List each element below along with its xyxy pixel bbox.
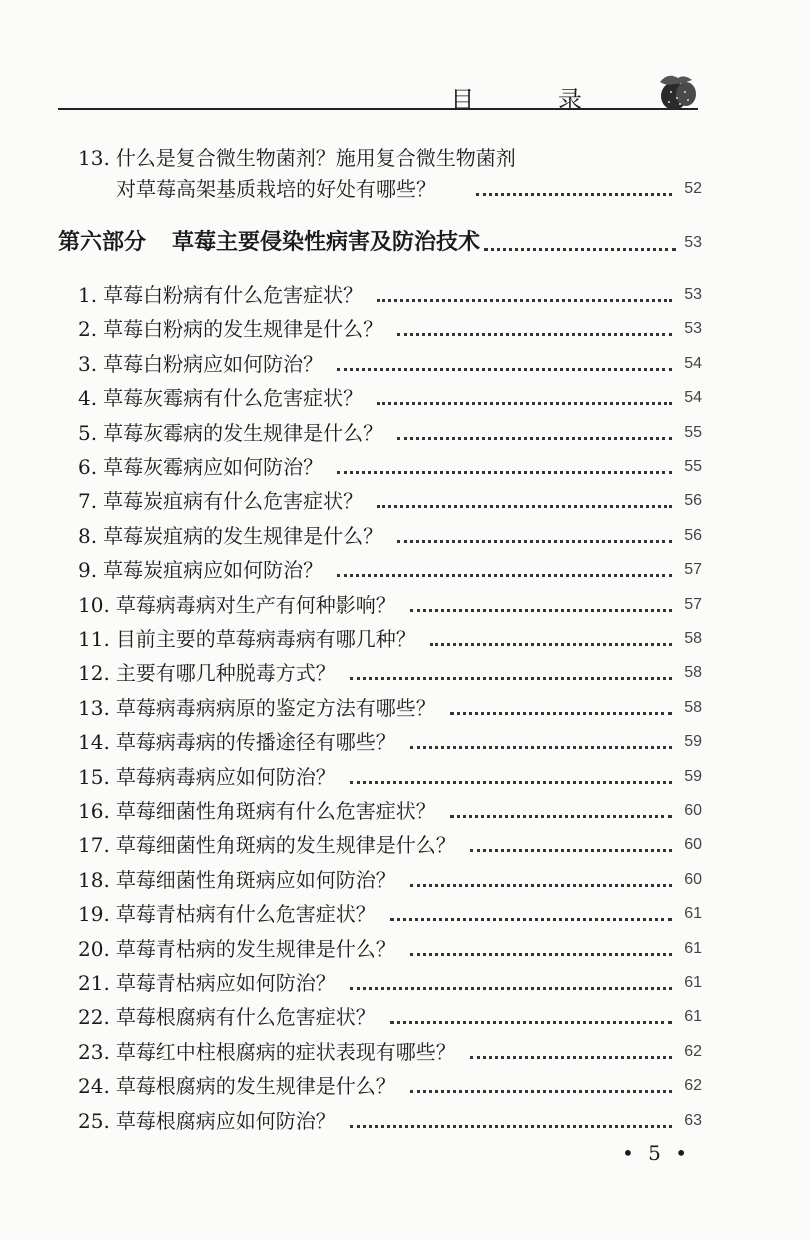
page-number: 61: [684, 939, 702, 957]
page-number: 55: [684, 458, 702, 475]
section-label: 第六部分: [58, 230, 147, 255]
entry-title: 草莓根腐病应如何防治？: [115, 1108, 336, 1133]
entry-number: 17.: [78, 833, 110, 858]
page-number: 52: [684, 180, 702, 197]
entry-title: 草莓白粉病有什么危害症状？: [103, 283, 364, 307]
page-number: 56: [684, 526, 702, 544]
dot-leader: [337, 574, 672, 577]
entry-title: 草莓炭疽病的发生规律是什么？: [103, 523, 384, 548]
entry-number: 13.: [78, 695, 110, 720]
entry-title: 草莓灰霉病有什么危害症状？: [103, 386, 364, 411]
entry-title: 草莓青枯病的发生规律是什么？: [115, 936, 396, 961]
toc-entry[interactable]: [78, 418, 702, 448]
toc-entry[interactable]: [78, 796, 702, 826]
toc-entry[interactable]: [78, 1071, 702, 1101]
entry-title: 草莓灰霉病的发生规律是什么？: [103, 420, 384, 445]
dot-leader: [410, 953, 672, 956]
entry-title: 草莓白粉病的发生规律是什么？: [103, 317, 384, 342]
page-number: 59: [684, 733, 702, 751]
dot-leader: [390, 1021, 672, 1024]
entry-title: 草莓病毒病对生产有何种影响？: [115, 592, 396, 617]
entry-title: 草莓炭疽病有什么危害症状？: [103, 489, 364, 514]
toc-entry[interactable]: [78, 658, 702, 688]
page-number: 62: [684, 1077, 702, 1095]
dot-leader: [377, 505, 672, 508]
entry-title: 目前主要的草莓病毒病有哪几种？: [115, 627, 416, 651]
toc-entry[interactable]: [78, 280, 702, 310]
entry-number: 1.: [78, 283, 98, 307]
toc-entry[interactable]: [78, 727, 702, 757]
entry-title: 什么是复合微生物菌剂？施用复合微生物菌剂: [115, 146, 516, 170]
dot-leader: [470, 849, 672, 852]
entry-number: 24.: [78, 1074, 110, 1099]
page-number: 61: [684, 1008, 702, 1026]
entry-number: 21.: [78, 971, 110, 995]
dot-leader: [430, 643, 672, 646]
entry-number: 10.: [78, 592, 110, 617]
page-number: 57: [684, 595, 702, 613]
dot-leader: [410, 1090, 672, 1093]
entry-title: 草莓青枯病有什么危害症状？: [115, 902, 376, 927]
toc-entry[interactable]: [78, 865, 702, 895]
entry-title: 草莓炭疽病应如何防治？: [103, 558, 324, 583]
page-number: 57: [684, 561, 702, 579]
toc-entry[interactable]: [78, 590, 702, 620]
toc-entry[interactable]: [78, 452, 702, 482]
toc-entry[interactable]: [78, 486, 702, 516]
entry-number: 11.: [78, 627, 110, 651]
entry-number: 15.: [78, 764, 110, 789]
entry-number: 8.: [78, 523, 98, 548]
entry-number: 25.: [78, 1108, 110, 1133]
page-number: 61: [684, 974, 702, 991]
toc-entry[interactable]: [78, 349, 702, 379]
entry-title: 草莓灰霉病应如何防治？: [103, 455, 324, 479]
entry-number: 13.: [78, 146, 110, 170]
toc-entry[interactable]: [78, 1002, 702, 1032]
entry-number: 16.: [78, 799, 110, 823]
page-number: 58: [684, 664, 702, 682]
toc-entry[interactable]: [78, 521, 702, 551]
dot-leader: [410, 609, 672, 612]
page-number: 55: [684, 423, 702, 441]
dot-leader: [390, 918, 672, 921]
entry-number: 19.: [78, 902, 110, 927]
entry-number: 6.: [78, 455, 98, 479]
page-number: 61: [684, 905, 702, 923]
entry-number: 14.: [78, 730, 110, 755]
entry-title: 草莓病毒病的传播途径有哪些？: [115, 730, 396, 755]
entry-number: 5.: [78, 420, 98, 445]
page-number: 54: [684, 354, 702, 372]
page-number: 56: [684, 492, 702, 510]
entry-number: 23.: [78, 1039, 110, 1064]
dot-leader: [397, 333, 672, 336]
dot-leader: [337, 368, 672, 371]
dot-leader: [377, 402, 672, 405]
dot-leader: [397, 540, 672, 543]
entry-number: 20.: [78, 936, 110, 961]
toc-entry[interactable]: [78, 1106, 702, 1136]
toc-entry[interactable]: [78, 762, 702, 792]
dot-leader: [470, 1056, 672, 1059]
page-folio: • 5 •: [622, 1141, 692, 1165]
page-number: 60: [684, 836, 702, 854]
section-title: 草莓主要侵染性病害及防治技术: [172, 230, 481, 255]
dot-leader: [450, 815, 672, 818]
toc-entry[interactable]: [78, 968, 702, 998]
entry-number: 12.: [78, 661, 110, 686]
entry-title: 草莓细菌性角斑病有什么危害症状？: [115, 799, 436, 823]
dot-leader: [410, 884, 672, 887]
entry-title: 草莓根腐病的发生规律是什么？: [115, 1074, 396, 1099]
dot-leader: [350, 677, 672, 680]
page-number: 60: [684, 802, 702, 819]
page-number: 60: [684, 870, 702, 888]
page-number: 63: [684, 1111, 702, 1129]
dot-leader: [337, 471, 672, 474]
entry-title: 草莓根腐病有什么危害症状？: [115, 1005, 376, 1030]
page-number: 53: [684, 286, 702, 303]
entry-number: 7.: [78, 489, 98, 514]
entry-title: 主要有哪几种脱毒方式？: [115, 661, 336, 686]
toc-entry[interactable]: [78, 383, 702, 413]
entry-number: 18.: [78, 867, 110, 892]
entry-title: 草莓白粉病应如何防治？: [103, 351, 324, 376]
entry-number: 9.: [78, 558, 98, 583]
entry-title: 对草莓高架基质栽培的好处有哪些？: [116, 177, 436, 201]
page-number: 59: [684, 767, 702, 785]
entry-title: 草莓病毒病应如何防治？: [115, 764, 336, 789]
toc-entry[interactable]: [78, 624, 702, 654]
entry-title: 草莓细菌性角斑病的发生规律是什么？: [115, 833, 456, 858]
toc-entry[interactable]: [78, 693, 702, 723]
entry-title: 草莓青枯病应如何防治？: [115, 971, 336, 995]
toc-entry[interactable]: [78, 899, 702, 929]
page-number: 58: [684, 630, 702, 647]
page-number: 53: [684, 234, 702, 251]
header-title: 目 录: [450, 86, 620, 114]
dot-leader: [410, 746, 672, 749]
dot-leader: [350, 1125, 672, 1128]
page-number: 58: [684, 698, 702, 716]
dot-leader: [377, 299, 672, 302]
toc-entry[interactable]: [78, 555, 702, 585]
dot-leader: [350, 781, 672, 784]
toc-entry[interactable]: [78, 830, 702, 860]
dot-leader: [450, 712, 672, 715]
entry-number: 22.: [78, 1005, 110, 1030]
entry-title: 草莓病毒病病原的鉴定方法有哪些？: [115, 695, 436, 720]
entry-title: 草莓红中柱根腐病的症状表现有哪些？: [115, 1039, 456, 1064]
page-number: 53: [684, 320, 702, 338]
toc-entry[interactable]: [78, 314, 702, 344]
page-number: 62: [684, 1042, 702, 1060]
entry-title: 草莓细菌性角斑病应如何防治？: [115, 867, 396, 892]
dot-leader: [397, 437, 672, 440]
entry-number: 4.: [78, 386, 98, 411]
page-number: 54: [684, 389, 702, 407]
toc-entry[interactable]: [78, 934, 702, 964]
dot-leader: [350, 987, 672, 990]
entry-number: 3.: [78, 351, 98, 376]
toc-entry[interactable]: [78, 1037, 702, 1067]
entry-number: 2.: [78, 317, 98, 342]
